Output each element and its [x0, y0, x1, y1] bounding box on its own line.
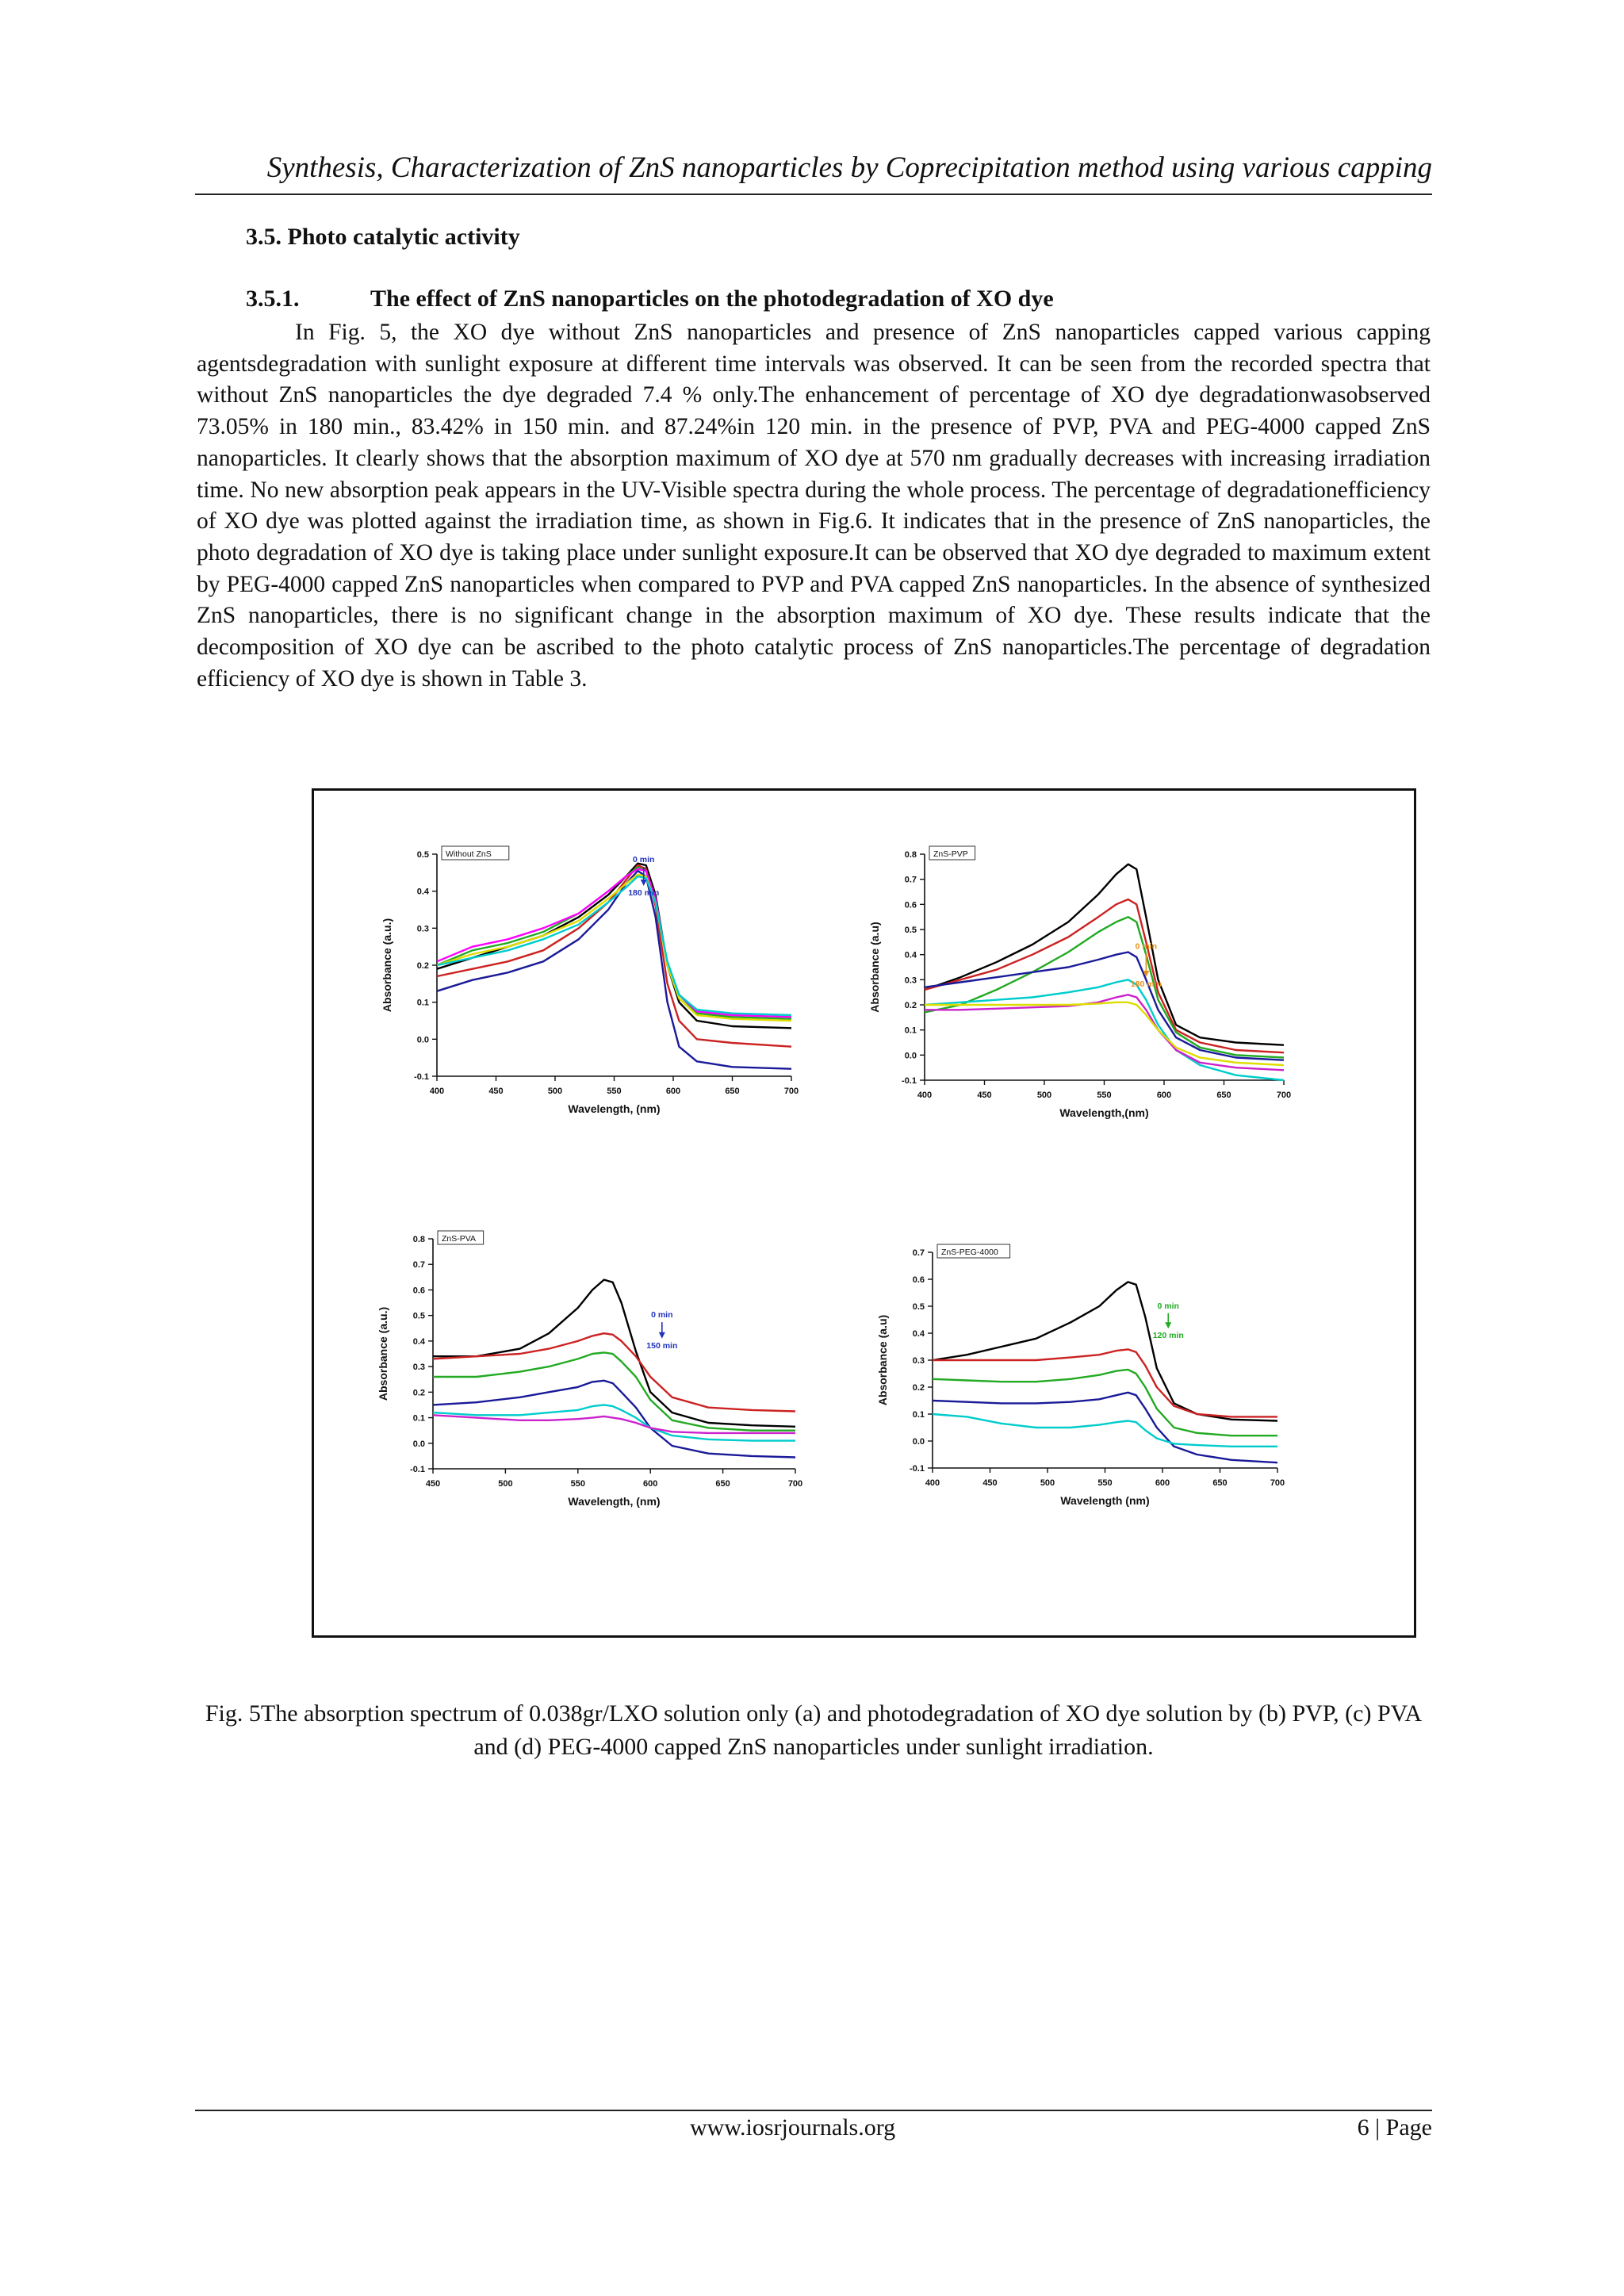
series-line-2 — [933, 1349, 1277, 1416]
y-tick-label: 0.7 — [412, 1260, 425, 1271]
x-tick-label: 500 — [547, 1087, 563, 1096]
annotation-start: 0 min — [651, 1310, 673, 1320]
subsection-number: 3.5.1. — [246, 286, 300, 312]
header-rule — [195, 194, 1432, 195]
y-tick-label: 0.3 — [904, 976, 917, 986]
y-tick-label: -0.1 — [414, 1072, 429, 1082]
y-axis-label: Absorbance (a.u.) — [381, 918, 393, 1013]
x-tick-label: 450 — [425, 1479, 441, 1489]
legend-label: ZnS-PVP — [933, 849, 968, 859]
y-tick-label: 0.3 — [912, 1356, 925, 1366]
series-line-1 — [925, 864, 1284, 1045]
y-tick-label: 0.2 — [912, 1383, 925, 1393]
x-tick-label: 650 — [1216, 1091, 1231, 1100]
y-tick-label: 0.4 — [912, 1329, 925, 1339]
x-tick-label: 700 — [787, 1479, 803, 1489]
chart-panel-3 — [377, 1231, 802, 1508]
x-axis-label: Wavelength (nm) — [1060, 1494, 1150, 1507]
x-tick-label: 500 — [1036, 1091, 1052, 1100]
annotation-end: 180 min — [628, 888, 660, 898]
y-tick-label: 0.8 — [412, 1235, 425, 1244]
x-tick-label: 700 — [783, 1087, 799, 1096]
y-tick-label: 0.8 — [904, 850, 917, 860]
y-tick-label: 0.1 — [904, 1025, 917, 1036]
x-tick-label: 500 — [1040, 1478, 1055, 1488]
series-line-2 — [433, 1333, 795, 1411]
y-tick-label: 0.4 — [412, 1336, 425, 1347]
legend-label: ZnS-PVA — [442, 1234, 476, 1244]
series-line-5 — [437, 869, 791, 1018]
x-axis-label: Wavelength,(nm) — [1059, 1106, 1149, 1119]
y-tick-label: 0.0 — [904, 1051, 917, 1061]
y-tick-label: 0.6 — [412, 1286, 425, 1296]
x-tick-label: 650 — [725, 1087, 740, 1096]
annotation-arrowhead — [659, 1332, 665, 1339]
x-tick-label: 450 — [488, 1087, 504, 1096]
chart-panel-1 — [381, 846, 799, 1115]
x-tick-label: 500 — [498, 1479, 513, 1489]
legend-label: ZnS-PEG-4000 — [941, 1248, 998, 1257]
y-tick-label: -0.1 — [910, 1464, 925, 1474]
section-number: 3.5. — [246, 224, 282, 250]
y-tick-label: 0.2 — [904, 1001, 917, 1010]
y-tick-label: 0.0 — [912, 1437, 925, 1447]
y-axis-label: Absorbance (a.u) — [876, 1314, 889, 1406]
series-line-3 — [925, 917, 1284, 1057]
y-axis-label: Absorbance (a.u) — [868, 922, 881, 1013]
x-tick-label: 400 — [917, 1091, 933, 1100]
y-tick-label: 0.7 — [912, 1248, 925, 1258]
annotation-arrowhead — [641, 880, 647, 886]
legend-label: Without ZnS — [446, 849, 492, 859]
x-tick-label: 700 — [1276, 1091, 1292, 1100]
x-tick-label: 700 — [1270, 1478, 1285, 1488]
y-tick-label: -0.1 — [902, 1076, 917, 1086]
section-heading — [246, 224, 520, 251]
y-tick-label: 0.2 — [412, 1388, 425, 1398]
footer-page-number: 6 | Page — [1357, 2114, 1432, 2141]
x-tick-label: 400 — [429, 1087, 445, 1096]
chart-panel-4 — [876, 1244, 1285, 1507]
figure-caption: Fig. 5The absorption spectrum of 0.038gr/LXO solution only (a) and photodegradation of XO dye solution by (b) PVP, (c) PVA and (d) PEG-4000 capped ZnS nanoparticles under sunlight irradiation. — [205, 1700, 1423, 1760]
x-axis-label: Wavelength, (nm) — [568, 1495, 661, 1508]
x-tick-label: 650 — [715, 1479, 730, 1489]
x-tick-label: 450 — [982, 1478, 998, 1488]
figure-5 — [312, 788, 1416, 1638]
series-line-5 — [925, 979, 1284, 1080]
y-tick-label: 0.4 — [904, 950, 917, 960]
series-line-4 — [933, 1393, 1277, 1462]
x-tick-label: 650 — [1212, 1478, 1228, 1488]
x-axis-label: Wavelength, (nm) — [568, 1102, 661, 1115]
x-tick-label: 550 — [1097, 1091, 1112, 1100]
annotation-arrowhead — [1165, 1322, 1171, 1328]
y-tick-label: 0.6 — [912, 1275, 925, 1285]
annotation-end: 150 min — [646, 1340, 678, 1351]
chart-panel-2 — [868, 846, 1291, 1119]
annotation-end: 180 min — [1130, 979, 1162, 989]
y-tick-label: 0.4 — [416, 887, 429, 897]
x-tick-label: 550 — [570, 1479, 585, 1489]
figure-5-charts — [314, 791, 1414, 1635]
y-tick-label: 0.0 — [412, 1439, 425, 1449]
x-tick-label: 600 — [665, 1087, 681, 1096]
y-tick-label: 0.6 — [904, 900, 917, 910]
x-tick-label: 550 — [607, 1087, 622, 1096]
x-tick-label: 550 — [1097, 1478, 1113, 1488]
y-tick-label: 0.5 — [904, 926, 917, 935]
y-tick-label: 0.3 — [412, 1363, 425, 1373]
y-tick-label: 0.1 — [416, 998, 429, 1008]
annotation-start: 0 min — [1157, 1301, 1179, 1311]
series-line-4 — [437, 871, 791, 1069]
y-tick-label: -0.1 — [410, 1465, 425, 1474]
x-tick-label: 600 — [1155, 1478, 1170, 1488]
y-tick-label: 0.1 — [412, 1413, 425, 1424]
running-header: Synthesis, Characterization of ZnS nanoparticles by Coprecipitation method using various capping — [266, 151, 1432, 184]
y-tick-label: 0.2 — [416, 961, 429, 971]
series-line-4 — [925, 953, 1284, 1060]
y-tick-label: 0.5 — [412, 1311, 425, 1321]
x-tick-label: 450 — [977, 1091, 992, 1100]
x-tick-label: 600 — [643, 1479, 658, 1489]
y-tick-label: 0.7 — [904, 875, 917, 885]
series-line-2 — [925, 899, 1284, 1052]
annotation-start: 0 min — [1135, 941, 1158, 952]
y-tick-label: 0.5 — [912, 1302, 925, 1312]
series-line-6 — [925, 995, 1284, 1070]
x-tick-label: 400 — [925, 1478, 940, 1488]
series-line-1 — [433, 1280, 795, 1427]
x-tick-label: 600 — [1156, 1091, 1172, 1100]
y-tick-label: 0.1 — [912, 1410, 925, 1420]
body-text — [197, 317, 1431, 695]
annotation-start: 0 min — [633, 855, 655, 864]
series-line-1 — [933, 1282, 1277, 1420]
y-tick-label: 0.3 — [416, 924, 429, 934]
y-tick-label: 0.5 — [416, 850, 429, 860]
footer-rule — [195, 2110, 1432, 2111]
section-title: Photo catalytic activity — [287, 224, 520, 250]
annotation-end: 120 min — [1152, 1331, 1184, 1341]
footer-url: www.iosrjournals.org — [690, 2114, 896, 2141]
y-tick-label: 0.0 — [416, 1035, 429, 1045]
body-paragraph: In Fig. 5, the XO dye without ZnS nanoparticles and presence of ZnS nanoparticles capped various capping agentsdegradation with sunlight exposure at different time intervals was observed. It can be seen from the recorded spectra that without ZnS nanoparticles the dye degraded 7.4 % only.The enhancement of percentage of XO dye degradationwasobserved 73.05% in 180 min., 83.42% in 150 min. and 87.24%in 120 min. in the presence of PVP, PVA and PEG-4000 capped ZnS nanoparticles. It clearly shows that the absorption maximum of XO dye at 570 nm gradually decreases with increasing irradiation time. No new absorption peak appears in the UV-Visible spectra during the whole process. The percentage of degradationefficiency of XO dye was plotted against the irradiation time, as shown in Fig.6. It indicates that in the presence of ZnS nanoparticles, the photo degradation of XO dye is taking place under sunlight exposure.It can be observed that XO dye degraded to maximum extent by PEG-4000 capped ZnS nanoparticles when compared to PVP and PVA capped ZnS nanoparticles. In the absence of synthesized ZnS nanoparticles, there is no significant change in the absorption maximum of XO dye. These results indicate that the decomposition of XO dye can be ascribed to the photo catalytic process of ZnS nanoparticles.The percentage of degradation efficiency of XO dye is shown in Table 3. — [197, 320, 1431, 692]
y-axis-label: Absorbance (a.u.) — [377, 1306, 389, 1401]
subsection-title: The effect of ZnS nanoparticles on the photodegradation of XO dye — [370, 286, 1054, 312]
